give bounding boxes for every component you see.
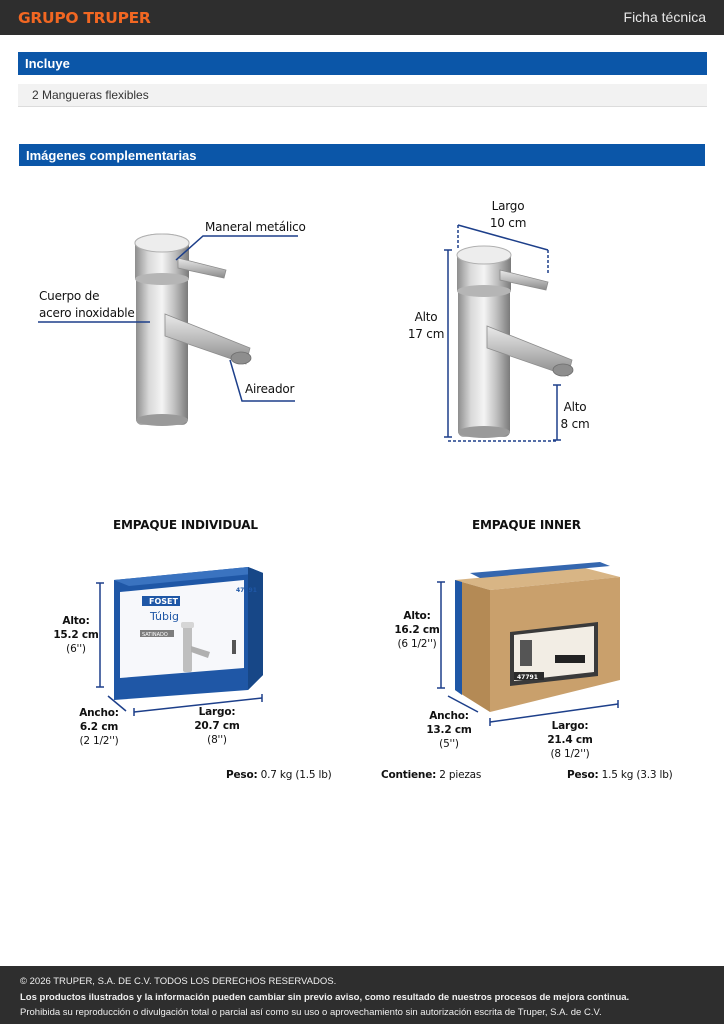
inner-weight: Peso: 1.5 kg (3.3 lb) [567,769,673,781]
inner-pack-title: EMPAQUE INNER [472,518,581,532]
individual-height-label: Alto: 15.2 cm (6'') [53,615,99,655]
footer-copyright: © 2026 TRUPER, S.A. DE C.V. TODOS LOS DERECHOS RESERVADOS. [20,976,337,987]
faucet-features-image [0,0,724,500]
faucet-2 [457,246,573,438]
includes-item: 2 Mangueras flexibles [18,84,707,107]
box-line: Túbig [150,610,180,623]
box-brand: FOSET [149,597,178,606]
label-spout-height: Alto 8 cm [560,400,590,431]
section-images-title: Imágenes complementarias [19,144,705,166]
box-code: 47791 [236,587,257,594]
packaging-image [0,540,724,840]
individual-width-label: Ancho: 6.2 cm (2 1/2'') [79,707,119,747]
footer-prohibition: Prohibida su reproducción o divulgación total o parcial así como su uso o aprovechamiento sin autorización escrita de Truper, S.A. de C.V. [20,1007,602,1018]
label-height: Alto 17 cm [407,310,445,341]
section-includes-title: Incluye [18,52,707,75]
brand-logo: GRUPO TRUPER [18,9,151,27]
inner-contains: Contiene: 2 piezas [381,769,482,781]
label-length: Largo 10 cm [489,199,527,230]
footer-notice: Los productos ilustrados y la información pueden cambiar sin previo aviso, como resultado de nuestros procesos de mejora continua. [20,991,630,1003]
faucet-1 [135,234,251,426]
individual-box [114,567,263,700]
box-finish: SATINADO [142,632,168,638]
label-handle: Maneral metálico [205,220,306,234]
individual-pack-title: EMPAQUE INDIVIDUAL [113,518,258,532]
label-body-line1: Cuerpo de [39,289,100,303]
individual-weight: Peso: 0.7 kg (1.5 lb) [226,769,332,781]
inner-box-code: 47791 [517,674,538,681]
inner-box [455,562,620,712]
inner-length-label: Largo: 21.4 cm (8 1/2'') [547,720,593,760]
document-type: Ficha técnica [623,9,706,25]
label-aerator: Aireador [245,382,295,396]
individual-length-label: Largo: 20.7 cm (8'') [194,706,240,746]
footer [0,966,724,1024]
inner-width-label: Ancho: 13.2 cm (5'') [426,710,472,750]
label-body-line2: acero inoxidable [39,306,135,320]
inner-height-label: Alto: 16.2 cm (6 1/2'') [394,610,440,650]
